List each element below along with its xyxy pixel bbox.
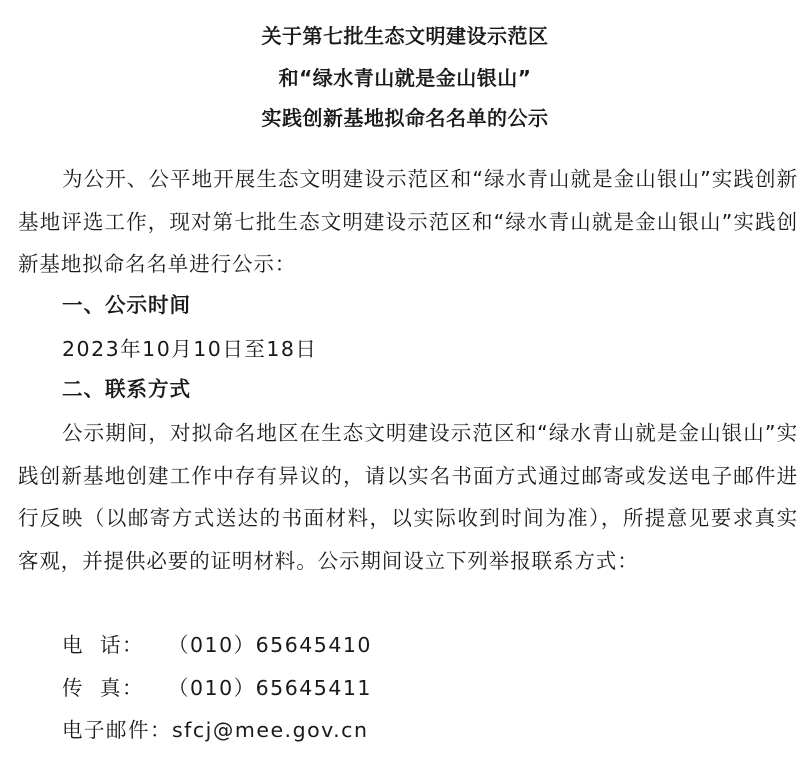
intro-paragraph: 为公开、公平地开展生态文明建设示范区和“绿水青山就是金山银山”实践创新基地评选工作，现对第七批生态文明建设示范区和“绿水青山就是金山银山”实践创新基地拟命名名单进行公示：: [18, 167, 798, 276]
publicity-period-dates: 2023年10月10日至18日: [62, 337, 318, 361]
section-heading-contact: 二、联系方式: [62, 377, 191, 401]
contact-phone-row: [62, 630, 372, 660]
fax-label: 传 真：: [62, 676, 145, 700]
email-label: 电子邮件：: [62, 718, 172, 742]
contact-fax-row: [62, 673, 372, 703]
title-line-3: 实践创新基地拟命名名单的公示: [261, 106, 549, 130]
section-heading-publicity-period: 一、公示时间: [62, 293, 191, 317]
phone-value: （010）65645410: [168, 633, 372, 657]
title-line-2: 和“绿水青山就是金山银山”: [278, 66, 532, 90]
email-value[interactable]: sfcj@mee.gov.cn: [172, 718, 369, 742]
contact-email-row: [62, 715, 368, 745]
objection-paragraph: 公示期间，对拟命名地区在生态文明建设示范区和“绿水青山就是金山银山”实践创新基地创建工作中存有异议的，请以实名书面方式通过邮寄或发送电子邮件进行反映（以邮寄方式送达的书面材料，以实际收到时间为准），所提意见要求真实客观，并提供必要的证明材料。公示期间设立下列举报联系方式：: [18, 421, 798, 573]
fax-value: （010）65645411: [168, 676, 372, 700]
title-line-1: 关于第七批生态文明建设示范区: [261, 24, 549, 48]
phone-label: 电 话：: [62, 633, 145, 657]
